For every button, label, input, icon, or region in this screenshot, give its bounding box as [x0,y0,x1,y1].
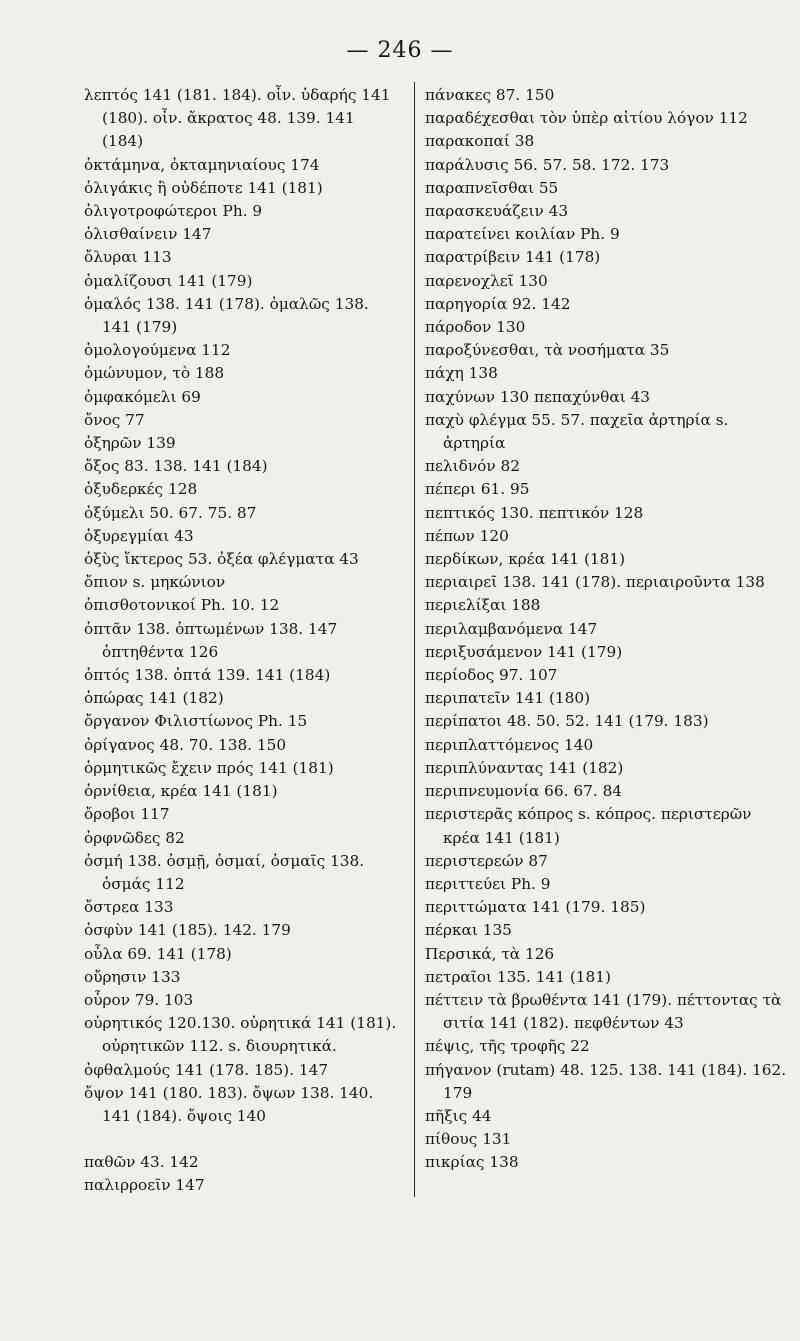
index-entry: παρασκευάζειν 43 [425,202,569,221]
index-entry: ὁμαλός 138. 141 (178). ὁμαλῶς 138. 141 (179) [84,294,369,337]
index-entry: περιελίξαι 188 [425,596,541,615]
index-entry: ὀρίγανος 48. 70. 138. 150 [84,735,287,754]
index-entry: λεπτός 141 (181. 184). οἶν. ὑδαρής 141 (180). οἶν. ἄκρατος 48. 139. 141 (184) [84,86,391,151]
index-entry: ὀξυρεγμίαι 43 [84,526,194,545]
index-entry: οὖλα 69. 141 (178) [84,944,232,963]
index-entry: ὁμώνυμον, τὸ 188 [84,364,225,383]
index-entry: περιξυσάμενον 141 (179) [425,642,623,661]
index-entry: παλιρροεῖν 147 [84,1176,205,1195]
index-entry: ὁμαλίζουσι 141 (179) [84,271,253,290]
index-entry: ὀξὺς ἴκτερος 53. ὀξέα φλέγματα 43 [84,550,359,569]
index-entry: παραπνεῖσθαι 55 [425,178,559,197]
index-entry: ὀξυδερκές 128 [84,480,198,499]
index-entry: περιαιρεῖ 138. 141 (178). περιαιροῦντα 138 [425,573,765,592]
index-entry: περιλαμβανόμενα 147 [425,619,598,638]
index-entry: ὀπώρας 141 (182) [84,689,224,708]
index-entry: ὄργανον Φιλιστίωνος Ph. 15 [84,712,308,731]
index-entry: ὀπισθοτονικοί Ph. 10. 12 [84,596,280,615]
index-entry: περίπατοι 48. 50. 52. 141 (179. 183) [425,712,709,731]
index-entry: παχύνων 130 πεπαχύνθαι 43 [425,387,651,406]
index-entry: πέπων 120 [425,526,509,545]
index-entry: ὀρφνῶδες 82 [84,828,185,847]
index-entry: περιπλαττόμενος 140 [425,735,594,754]
index-entry: ὄξος 83. 138. 141 (184) [84,457,268,476]
index-entry: ὄνος 77 [84,410,145,429]
index-entry: περίοδος 97. 107 [425,666,558,685]
index-entry: περιστερεών 87 [425,851,548,870]
index-entry: περιττεύει Ph. 9 [425,874,551,893]
index-entry: παρατείνει κοιλίαν Ph. 9 [425,225,620,244]
index-entry: ὀλιγάκις ἢ οὐδέποτε 141 (181) [84,178,323,197]
index-entry: ὀπτᾶν 138. ὀπτωμένων 138. 147 ὀπτηθέντα 126 [84,619,338,661]
index-entry: πέρκαι 135 [425,921,512,940]
index-entry: παρηγορία 92. 142 [425,294,571,313]
index-entry: πετραῖοι 135. 141 (181) [425,967,611,986]
index-entry: ὄψον 141 (180. 183). ὄψων 138. 140. 141 (184). ὄψοις 140 [84,1083,374,1125]
index-entry: πάνακες 87. 150 [425,86,555,104]
index-entry: πέπερι 61. 95 [425,480,530,499]
index-entry: παθῶν 43. 142 [84,1153,199,1172]
index-entry: πῆξις 44 [425,1106,492,1125]
page-number: — 246 — [346,38,454,63]
index-entry: ὁμολογούμενα 112 [84,341,231,360]
index-entry: οὔρησιν 133 [84,967,181,986]
index-entry: ὀπτός 138. ὀπτά 139. 141 (184) [84,666,331,685]
index-entry: ὄροβοι 117 [84,805,170,824]
index-entry: παρατρίβειν 141 (178) [425,248,601,267]
index-entry: πέψις, τῆς τροφῆς 22 [425,1037,590,1056]
index-entry: οὖρον 79. 103 [84,990,194,1009]
index-entry: ὀκτάμηνα, ὀκταμηνιαίους 174 [84,155,320,174]
index-entry: πεπτικός 130. πεπτικόν 128 [425,503,644,522]
index-entry: Περσικά, τὰ 126 [425,944,555,963]
index-entry: παρακοπαί 38 [425,132,535,151]
index-entry: παροξύνεσθαι, τὰ νοσήματα 35 [425,341,670,360]
index-entry: ὀσμή 138. ὀσμῇ, ὀσμαί, ὀσμαῖς 138. ὀσμάς 112 [84,851,365,893]
index-entry: πικρίας 138 [425,1153,519,1172]
index-entry: περιπατεῖν 141 (180) [425,689,591,708]
index-entry: ὀξηρῶν 139 [84,434,176,453]
index-entry: πελιδνόν 82 [425,457,521,476]
index-entry: ὄλυραι 113 [84,248,172,267]
index-entry: ὁρμητικῶς ἔχειν πρός 141 (181) [84,758,334,777]
right-column [425,84,787,1175]
index-entry: περδίκων, κρέα 141 (181) [425,550,626,569]
index-entry: παχὺ φλέγμα 55. 57. παχεῖα ἀρτηρία s. ἀρτηρία [425,410,729,453]
index-entry: οὐρητικός 120.130. οὐρητικά 141 (181). οὐρητικῶν 112. s. διουρητικά. [84,1014,397,1056]
index-entry: περιπνευμονία 66. 67. 84 [425,782,623,801]
index-entry: πάροδον 130 [425,318,526,337]
column-divider [414,82,415,1197]
index-entry: ὀσφὺν 141 (185). 142. 179 [84,921,291,940]
index-entry: ὀφθαλμούς 141 (178. 185). 147 [84,1060,329,1079]
index-entry: ὄστρεα 133 [84,898,174,917]
index-entry: πίθους 131 [425,1130,512,1149]
left-column [84,84,399,1198]
index-entry: ὀμφακόμελι 69 [84,387,201,406]
index-entry: παραδέχεσθαι τὸν ὑπὲρ αἰτίου λόγον 112 [425,109,748,128]
index-entry: ὀξύμελι 50. 67. 75. 87 [84,503,257,522]
index-entry: ὄπιον s. μηκώνιον [84,573,226,592]
index-entry: πάχη 138 [425,364,498,383]
index-entry: ὀλισθαίνειν 147 [84,225,212,244]
index-entry: ὀρνίθεια, κρέα 141 (181) [84,782,278,801]
index-entry: περιστερᾶς κόπρος s. κόπρος. περιστερῶν κρέα 141 (181) [425,805,752,847]
index-entry: παράλυσις 56. 57. 58. 172. 173 [425,155,670,174]
index-entry: ὀλιγοτροφώτεροι Ph. 9 [84,202,263,221]
index-entry: περιπλύναντας 141 (182) [425,758,624,777]
index-entry: παρενοχλεῖ 130 [425,271,548,290]
index-entry: πέττειν τὰ βρωθέντα 141 (179). πέττοντας τὰ σιτία 141 (182). πεφθέντων 43 [425,990,782,1033]
index-entry: πήγανον (rutam) 48. 125. 138. 141 (184). 162. 179 [425,1060,787,1102]
index-entry: περιττώματα 141 (179. 185) [425,898,646,917]
